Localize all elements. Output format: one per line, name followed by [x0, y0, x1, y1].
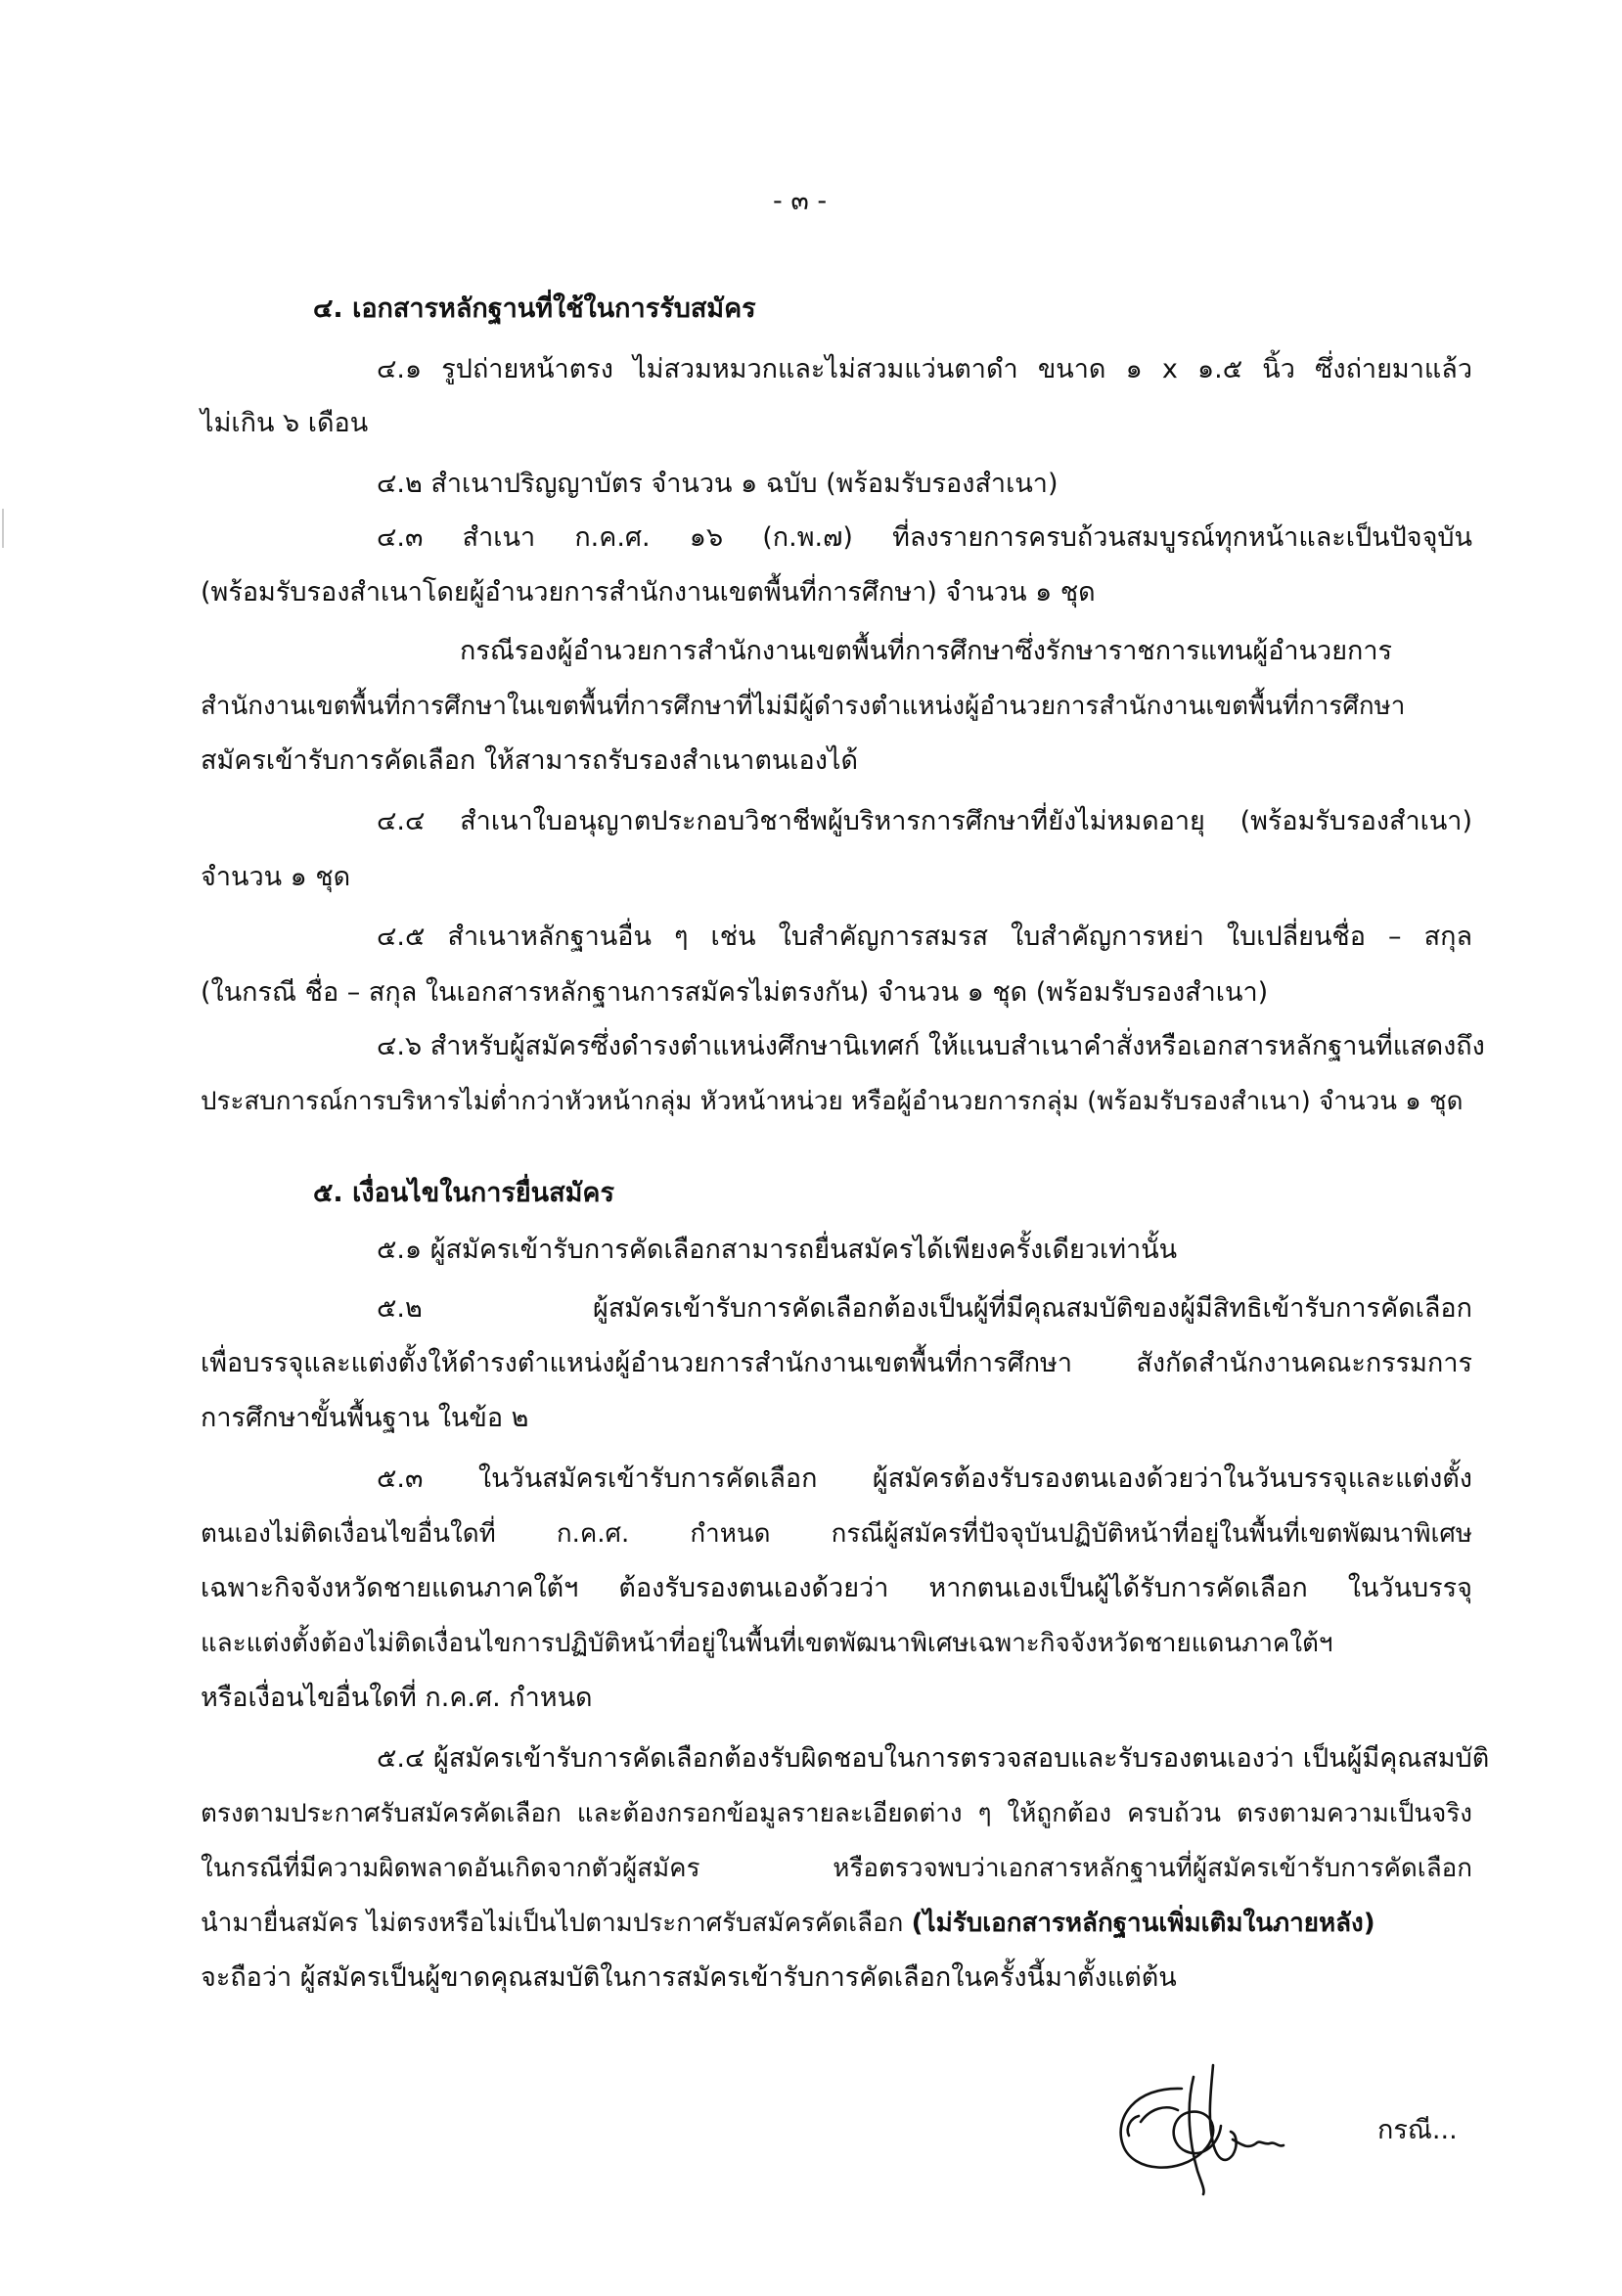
paragraph-line: ๔.๖ สำหรับผู้สมัครซึ่งดำรงตำแหน่งศึกษานิเทศก์ ให้แนบสำเนาคำสั่งหรือเอกสารหลักฐานที่แสดงถึง: [377, 1031, 1485, 1061]
signature: [1096, 2049, 1311, 2196]
section-4-heading: ๔. เอกสารหลักฐานที่ใช้ในการรับสมัคร: [313, 293, 756, 324]
paragraph-line: การศึกษาขั้นพื้นฐาน ในข้อ ๒: [201, 1403, 529, 1433]
paragraph-line: ตนเองไม่ติดเงื่อนไขอื่นใดที่ ก.ค.ศ. กำหนด กรณีผู้สมัครที่ปัจจุบันปฏิบัติหน้าที่อยู่ในพื้นที่เขตพัฒนาพิเศษ: [201, 1519, 1472, 1549]
bold-note: (ไม่รับเอกสารหลักฐานเพิ่มเติมในภายหลัง): [911, 1909, 1375, 1938]
paragraph-line: [201, 1904, 1375, 1943]
paragraph-line: เฉพาะกิจจังหวัดชายแดนภาคใต้ฯ ต้องรับรองตนเองด้วยว่า หากตนเองเป็นผู้ได้รับการคัดเลือก ในวันบรรจุ: [201, 1573, 1472, 1603]
paragraph-line: ไม่เกิน ๖ เดือน: [201, 408, 369, 438]
paragraph-line: ในกรณีที่มีความผิดพลาดอันเกิดจากตัวผู้สมัคร หรือตรวจพบว่าเอกสารหลักฐานที่ผู้สมัครเข้ารับการคัดเลือก: [201, 1854, 1472, 1883]
paragraph-line: จะถือว่า ผู้สมัครเป็นผู้ขาดคุณสมบัติในการสมัครเข้ารับการคัดเลือกในครั้งนี้มาตั้งแต่ต้น: [201, 1962, 1177, 1993]
paragraph-line: ๔.๑ รูปถ่ายหน้าตรง ไม่สวมหมวกและไม่สวมแว่นตาดำ ขนาด ๑ x ๑.๕ นิ้ว ซึ่งถ่ายมาแล้ว: [377, 354, 1472, 384]
paragraph-line: กรณีรองผู้อำนวยการสำนักงานเขตพื้นที่การศึกษาซึ่งรักษาราชการแทนผู้อำนวยการ: [460, 636, 1393, 666]
paragraph-line: ๔.๕ สำเนาหลักฐานอื่น ๆ เช่น ใบสำคัญการสมรส ใบสำคัญการหย่า ใบเปลี่ยนชื่อ – สกุล: [377, 922, 1472, 952]
paragraph-text: นำมายื่นสมัคร ไม่ตรงหรือไม่เป็นไปตามประกาศรับสมัครคัดเลือก: [201, 1909, 904, 1938]
paragraph-line: สำนักงานเขตพื้นที่การศึกษาในเขตพื้นที่การศึกษาที่ไม่มีผู้ดำรงตำแหน่งผู้อำนวยการสำนักงานเขตพื้นที่การศึกษา: [201, 692, 1406, 721]
paragraph-line: ตรงตามประกาศรับสมัครคัดเลือก และต้องกรอกข้อมูลรายละเอียดต่าง ๆ ให้ถูกต้อง ครบถ้วน ตรงตามความเป็นจริง: [201, 1799, 1472, 1828]
paragraph-line: สมัครเข้ารับการคัดเลือก ให้สามารถรับรองสำเนาตนเองได้: [201, 745, 859, 776]
paragraph-line: ๔.๒ สำเนาปริญญาบัตร จำนวน ๑ ฉบับ (พร้อมรับรองสำเนา): [377, 469, 1059, 499]
paragraph-line: จำนวน ๑ ชุด: [201, 862, 351, 892]
paragraph-line: ๔.๔ สำเนาใบอนุญาตประกอบวิชาชีพผู้บริหารการศึกษาที่ยังไม่หมดอายุ (พร้อมรับรองสำเนา): [377, 806, 1472, 836]
paragraph-line: ๕.๒ ผู้สมัครเข้ารับการคัดเลือกต้องเป็นผู้ที่มีคุณสมบัติของผู้มีสิทธิเข้ารับการคัดเลือก: [377, 1293, 1472, 1324]
paragraph-line: ๔.๓ สำเนา ก.ค.ศ. ๑๖ (ก.พ.๗) ที่ลงรายการครบถ้วนสมบูรณ์ทุกหน้าและเป็นปัจจุบัน: [377, 522, 1472, 553]
paragraph-line: ๕.๓ ในวันสมัครเข้ารับการคัดเลือก ผู้สมัครต้องรับรองตนเองด้วยว่าในวันบรรจุและแต่งตั้ง: [377, 1463, 1472, 1494]
paragraph-line: (ในกรณี ชื่อ – สกุล ในเอกสารหลักฐานการสมัครไม่ตรงกัน) จำนวน ๑ ชุด (พร้อมรับรองสำเนา): [201, 977, 1269, 1008]
continuation-text: กรณี...: [1377, 2115, 1458, 2145]
section-5-heading: ๕. เงื่อนไขในการยื่นสมัคร: [313, 1178, 614, 1208]
page-number: - ๓ -: [773, 186, 828, 216]
paragraph-line: เพื่อบรรจุและแต่งตั้งให้ดำรงตำแหน่งผู้อำนวยการสำนักงานเขตพื้นที่การศึกษา สังกัดสำนักงานคณะกรรมการ: [201, 1348, 1472, 1378]
paragraph-line: ๕.๑ ผู้สมัครเข้ารับการคัดเลือกสามารถยื่นสมัครได้เพียงครั้งเดียวเท่านั้น: [377, 1235, 1178, 1265]
paragraph-line: ๕.๔ ผู้สมัครเข้ารับการคัดเลือกต้องรับผิดชอบในการตรวจสอบและรับรองตนเองว่า เป็นผู้มีคุณสมบัติ: [377, 1743, 1490, 1774]
paragraph-line: หรือเงื่อนไขอื่นใดที่ ก.ค.ศ. กำหนด: [201, 1683, 593, 1713]
paragraph-line: (พร้อมรับรองสำเนาโดยผู้อำนวยการสำนักงานเขตพื้นที่การศึกษา) จำนวน ๑ ชุด: [201, 577, 1096, 608]
paragraph-line: ประสบการณ์การบริหารไม่ต่ำกว่าหัวหน้ากลุ่ม หัวหน้าหน่วย หรือผู้อำนวยการกลุ่ม (พร้อมรับรองสำเนา) จำนวน ๑ ชุด: [201, 1087, 1464, 1116]
paragraph-line: และแต่งตั้งต้องไม่ติดเงื่อนไขการปฏิบัติหน้าที่อยู่ในพื้นที่เขตพัฒนาพิเศษเฉพาะกิจจังหวัดชายแดนภาคใต้ฯ: [201, 1629, 1333, 1658]
